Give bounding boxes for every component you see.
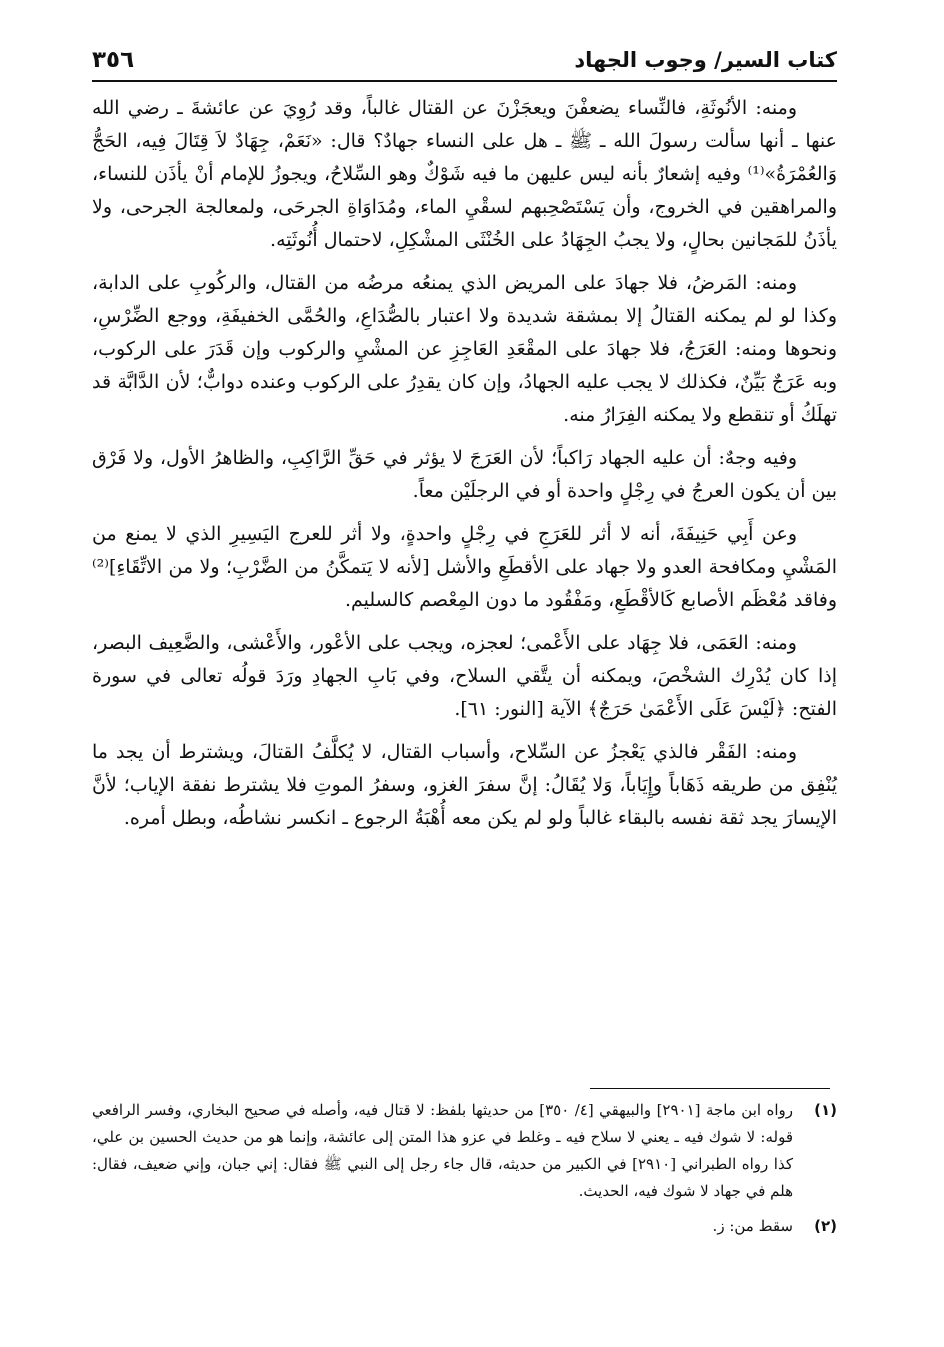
running-title: كتاب السير/ وجوب الجهاد [574,48,837,72]
paragraph-riding: وفيه وجهٌ: أن عليه الجهاد رَاكباً؛ لأن العَرَجَ لا يؤثر في حَقِّ الرَّاكِبِ، والظاهرُ الأول، ولا فَرْق بين أن يكون العرجُ في رِجْلٍ واحدة أو في الرجلَيْن معاً. [92,447,837,502]
footnote-separator [590,1088,830,1089]
footnote-number: (١) [814,1101,837,1119]
footnote-number: (٢) [814,1217,837,1235]
paragraph-femininity: ومنه: الأنُوثَةِ، فالنِّساء يضعفْنَ ويعجَزْنَ عن القتال غالباً، وقد رُوِيَ عن عائشةَ ـ رضي الله عنها ـ أنها سألت رسولَ الله ـ ﷺ ـ هل على النساء جهادٌ؟ قال: «نَعَمْ، جِهَادٌ لاَ قِتَالَ فِيه، الحَجُّ وَالعُمْرَةُ»⁽¹⁾ وفيه إشعارٌ بأنه ليس عليهن ما فيه شَوْكٌ وهو السِّلاحُ، ويجوزُ للإمام أنْ يأذَن للنساء، والمراهقين في الخروج، وأن يَسْتَصْحِبهم لسقْيِ الماء، ومُدَاوَاةِ الجرحَى، ولمعالجة الجرحى، ولا يأذَنُ للمَجانين بحالٍ، ولا يجبُ الجِهَادُ على الخُنْثَى المشْكِلِ، لاحتمال أُنُوثَتِه. [92,97,837,251]
footnotes [92,1097,837,1248]
footnote-2 [92,1213,837,1240]
paragraph-blindness: ومنه: العَمَى، فلا جِهَاد على الأَعْمى؛ لعجزه، ويجب على الأعْور، والأَعْشى، والضَّعِيف البصر، إذا كان يُدْرِك الشخْصَ، ويمكنه أن يتَّقي السلاح، وفي بَابِ الجهادِ ورَدَ قولُه تعالى في سورة الفتح: ﴿لَيْسَ عَلَى الأَعْمَىٰ حَرَجٌ﴾ الآية [النور: ٦١]. [92,632,837,720]
footnote-text: رواه ابن ماجة [٢٩٠١] والبيهقي [٤/ ٣٥٠] من حديثها بلفظ: لا قتال فيه، وأصله في صحيح البخاري، وفسر الرافعي قوله: لا شوك فيه ـ يعني لا سلاح فيه ـ وغلط في عزو هذا المتن إلى عائشة، وإنما هو من حديث الحسين بن علي، كذا رواه الطبراني [٢٩١٠] في الكبير من حديثه، قال جاء رجل إلى النبي ﷺ فقال: إني جبان، وإني ضعيف، فقال: هلم في جهاد لا شوك فيه، الحديث. [92,1101,793,1200]
paragraph-abu-hanifa: وعن أَبِي حَنِيفَةَ، أنه لا أثر للعَرَجِ في رِجْلٍ واحدةٍ، ولا أثر للعرج اليَسِيرِ الذي لا يمنع من المَشْيِ ومكافحة العدو ولا جهاد على الأقطَعِ والأشل [لأنه لا يَتمكَّنُ من الضَّرْبِ؛ ولا من الاتِّقَاءِ]⁽²⁾ وفاقد مُعْظَم الأصابع كَالأقْطَعِ، ومَفْقُود ما دون المِعْصم كالسليم. [92,523,837,611]
page-number: ٣٥٦ [92,47,135,73]
footnote-text: سقط من: ز. [712,1217,793,1235]
footnote-1 [92,1097,837,1205]
paragraph-illness: ومنه: المَرضُ، فلا جهادَ على المريض الذي يمنعُه مرضُه من القتال، والركُوبِ على الدابة، وكذا لو لم يمكنه القتالُ إلا بمشقة شديدة ولا اعتبار بالصُّدَاعِ، والحُمَّى الخفيفَةِ، ووجع الضِّرْسِ، ونحوها ومنه: العَرَجُ، فلا جهادَ على المقْعَدِ العَاجِزِ عن المشْيِ والركوب وإن قَدَرَ على الركوب، وبه عَرَجٌ بَيِّنٌ، فكذلك لا يجب عليه الجهادُ، وإن كان يقدِرُ على الركوب وعنده دوابٌّ؛ لأن الدَّابَّة قد تهلَكُ أو تنقطع ولا يمكنه الفِرَارُ منه. [92,272,837,426]
page-header [92,40,837,82]
paragraph-poverty: ومنه: الفَقْر فالذي يَعْجزُ عن السِّلاح، وأسباب القتال، لا يُكلَّفُ القتالَ، ويشترط أن يجد ما يُنْفِق من طريقه ذَهَاباً وإِيَاباً، وَلا يُقَالُ: إنَّ سفرَ الغزو، وسفرُ الموتِ فلا يشترط نفقة الإياب؛ لأنَّ الإيسارَ يجد ثقة نفسه بالبقاء غالباً ولو لم يكن معه أُهْبَةُ الرجوع ـ انكسر نشاطُه، وبطل أمره. [92,741,837,829]
main-text [92,92,837,845]
